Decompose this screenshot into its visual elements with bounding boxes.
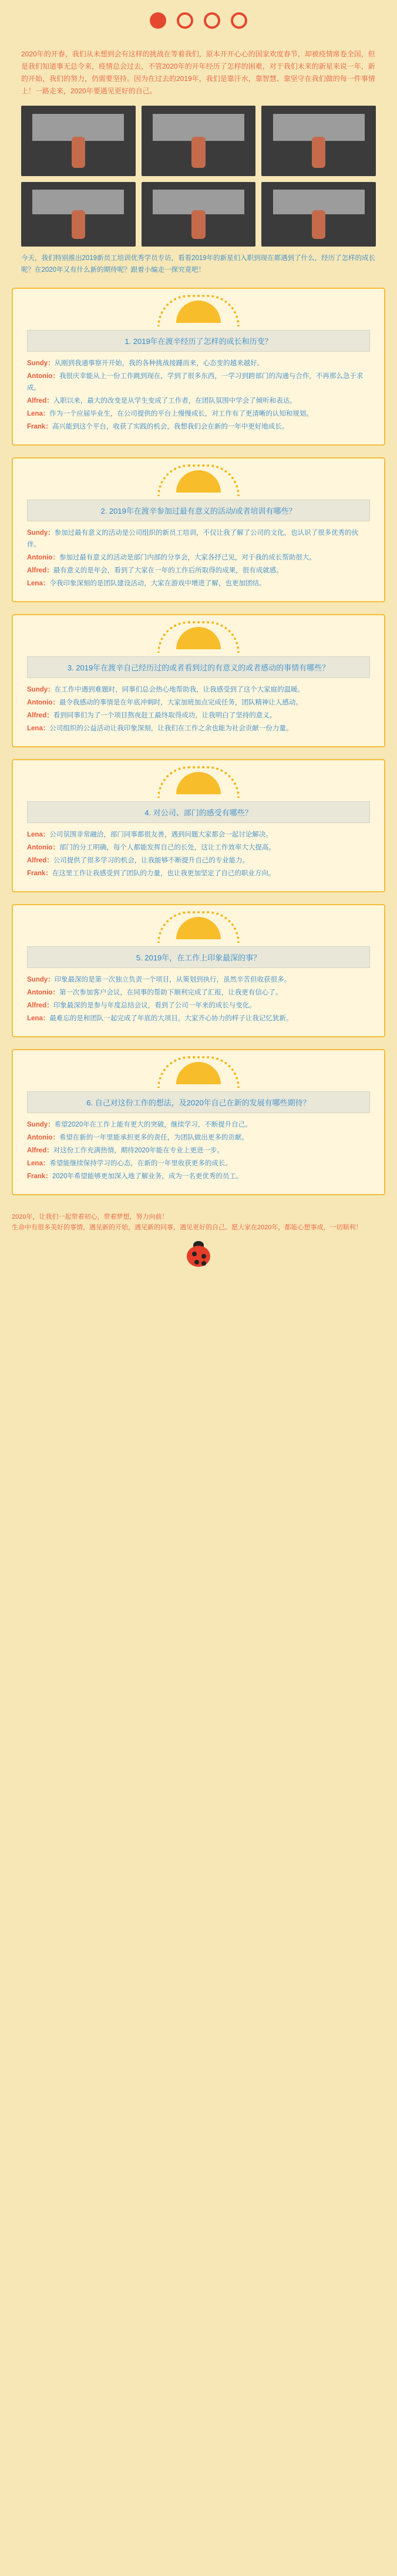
speaker-name: Alfred <box>27 1147 47 1154</box>
section-question: 5. 2019年，在工作上印象最深的事？ <box>27 946 370 968</box>
interview-answer: Antonio：希望在新的一年里能承担更多的责任，为团队做出更多的贡献。 <box>27 1134 248 1141</box>
speaker-name: Sundy <box>27 686 48 693</box>
closing-paragraph: 生命中有很多美好的事情，遇见新的开始，遇见新的同事，遇见更好的自己。愿大家在2020年，都能心想事成，一切顺利！ <box>12 1224 362 1231</box>
ladybug-spot <box>194 1260 199 1265</box>
interview-answer: Sundy：希望2020年在工作上能有更大的突破，继续学习，不断提升自己。 <box>27 1121 252 1128</box>
answer-text: 最有意义的是年会，看到了大家在一年的工作后所取得的成果，很有成就感。 <box>53 567 283 574</box>
interview-answer: Antonio：我很庆幸能从上一份工作跳到现在，学到了很多东西，一学习到跨部门的沟通与合作，不再那么急于求成。 <box>27 373 364 392</box>
interview-answer: Alfred：对这份工作充满热情，期待2020年能在专业上更进一步。 <box>27 1147 224 1154</box>
event-photo <box>261 182 376 247</box>
answer-text: 公司提供了很多学习的机会，让我能够不断提升自己的专业能力。 <box>53 857 250 864</box>
intro-highlight: 今天，我们特别推出2019新员工培训优秀学员专访，看看2019年的新星们入职到现在都遇到了什么，经历了怎样的成长呢？在2020年又有什么新的期待呢？跟着小编走一探究竟吧！ <box>21 255 376 274</box>
answer-text: 高兴能到这个平台，收获了实践的机会，我想我们会在新的一年中更好地成长。 <box>52 423 289 430</box>
ladybug-spot <box>192 1252 197 1256</box>
closing-line: 2020年，让我们一起带着初心，带着梦想，努力向前！ <box>12 1213 169 1220</box>
speaker-name: Sundy <box>27 530 48 537</box>
interview-answer: Sundy：印象最深的是第一次独立负责一个项目，从策划到执行，虽然辛苦但收获很多。 <box>27 976 291 983</box>
qa-section <box>12 904 385 1037</box>
interview-answer: Sundy：参加过最有意义的活动是公司组织的新员工培训，不仅让我了解了公司的文化，也认识了很多优秀的伙伴。 <box>27 530 359 548</box>
answer-text: 最令我感动的事情是在年底冲刺时，大家加班加点完成任务，团队精神让人感动。 <box>59 699 302 706</box>
interview-answer: Sundy：从刚到我通事察开开始，我的各种挑战接踵而来，心态变的越来越好。 <box>27 360 264 367</box>
interview-answer: Lena：希望能继续保持学习的心态，在新的一年里收获更多的成长。 <box>27 1160 232 1167</box>
speaker-name: Alfred <box>27 712 47 719</box>
speaker-name: Alfred <box>27 1002 47 1009</box>
interview-answer: Antonio：最令我感动的事情是在年底冲刺时，大家加班加点完成任务，团队精神让人感动。 <box>27 699 302 706</box>
answer-text: 公司氛围非常融洽，部门同事都很友善，遇到问题大家都会一起讨论解决。 <box>49 831 272 838</box>
interview-answer: Lena：令我印象深刻的是团队建设活动，大家在游戏中增进了解，也更加团结。 <box>27 580 266 587</box>
ladybug-icon <box>184 1240 213 1269</box>
intro-paragraph: 2020年的开春，我们从未想到会有这样的挑战在等着我们，原本开开心心的国家欢度春节，却被疫情席卷全国，但是我们知道事无总令来，疫情总会过去，不管2020年的开年经历了怎样的困难，对于我们未来的新星来说一年，新的开始，我们的努力，仍需要坚持。因为在过去的2019年，我们是靠汗水，靠智慧、靠坚守在我们做的每一件事情上！一路走来，2020年要遇见更好的自己。 <box>21 50 375 95</box>
speaker-name: Sundy <box>27 1121 48 1128</box>
ladybug-spot <box>201 1254 206 1259</box>
section-question: 3. 2019年在渡辛自己经历过的或者看到过的有意义的或者感动的事情有哪些？ <box>27 656 370 678</box>
interview-answer: Antonio：参加过最有意义的活动是部门内部的分享会，大家各抒己见，对于我的成长帮助很大。 <box>27 554 316 561</box>
qa-section <box>12 457 385 602</box>
sun-icon <box>152 1050 245 1091</box>
speaker-name: Antonio <box>27 989 53 996</box>
answer-text: 参加过最有意义的活动是部门内部的分享会，大家各抒己见，对于我的成长帮助很大。 <box>59 554 316 561</box>
answer-text: 在这里工作让我感受到了团队的力量，也让我更加坚定了自己的职业方向。 <box>52 870 275 877</box>
event-photo <box>142 106 256 176</box>
photo-gallery <box>21 106 376 247</box>
event-photo <box>142 182 256 247</box>
speaker-name: Antonio <box>27 554 53 561</box>
speaker-name: Lena <box>27 580 43 587</box>
speaker-name: Antonio <box>27 844 53 851</box>
speaker-name: Frank <box>27 1173 46 1180</box>
interview-answer: Frank：高兴能到这个平台，收获了实践的机会，我想我们会在新的一年中更好地成长。 <box>27 423 289 430</box>
section-question: 1. 2019年在渡辛经历了怎样的成长和历变？ <box>27 330 370 352</box>
ladybug-spot <box>201 1261 206 1266</box>
qa-section <box>12 288 385 446</box>
answer-text: 入职以来，最大的改变是从学生变成了工作者，在团队氛围中学会了倾听和表达。 <box>53 397 297 404</box>
speaker-name: Antonio <box>27 373 53 380</box>
speaker-name: Alfred <box>27 397 47 404</box>
interview-answer: Lena：公司氛围非常融洽，部门同事都很友善，遇到问题大家都会一起讨论解决。 <box>27 831 272 838</box>
speaker-name: Lena <box>27 725 43 732</box>
interview-answer: Lena：最难忘的是和团队一起完成了年底的大项目，大家齐心协力的样子让我记忆犹新。 <box>27 1015 293 1022</box>
ring-dot-icon <box>177 12 193 29</box>
speaker-name: Lena <box>27 1160 43 1167</box>
speaker-name: Sundy <box>27 360 48 367</box>
sun-icon <box>152 289 245 330</box>
interview-answer: Frank：在这里工作让我感受到了团队的力量，也让我更加坚定了自己的职业方向。 <box>27 870 275 877</box>
interview-answer: Alfred：看到同事们为了一个项目熬夜赶工最终取得成功，让我明白了坚持的意义。 <box>27 712 277 719</box>
answer-text: 第一次参加客户会议，在同事的帮助下顺利完成了汇报，让我更有信心了。 <box>59 989 282 996</box>
answer-text: 对这份工作充满热情，期待2020年能在专业上更进一步。 <box>53 1147 224 1154</box>
speaker-name: Alfred <box>27 567 47 574</box>
interview-answer: Lena：作为一个应届毕业生，在公司提供的平台上慢慢成长，对工作有了更清晰的认知和规划。 <box>27 410 313 417</box>
answer-text: 最难忘的是和团队一起完成了年底的大项目，大家齐心协力的样子让我记忆犹新。 <box>49 1015 293 1022</box>
answer-text: 令我印象深刻的是团队建设活动，大家在游戏中增进了解，也更加团结。 <box>49 580 266 587</box>
answer-text: 我很庆幸能从上一份工作跳到现在，学到了很多东西，一学习到跨部门的沟通与合作，不再那么急于求成。 <box>27 373 364 392</box>
interview-answer: Antonio：部门的分工明确，每个人都能发挥自己的长处，这让工作效率大大提高。 <box>27 844 275 851</box>
sun-icon <box>152 458 245 500</box>
footer-text <box>12 1212 385 1233</box>
intro-text <box>21 48 376 97</box>
section-question: 2. 2019年在渡辛参加过最有意义的活动/或者培训有哪些？ <box>27 500 370 521</box>
answer-text: 部门的分工明确，每个人都能发挥自己的长处，这让工作效率大大提高。 <box>59 844 275 851</box>
answer-text: 看到同事们为了一个项目熬夜赶工最终取得成功，让我明白了坚持的意义。 <box>53 712 277 719</box>
answer-text: 印象最深的是参与年度总结会议，看到了公司一年来的成长与变化。 <box>53 1002 256 1009</box>
event-photo <box>21 106 136 176</box>
speaker-name: Frank <box>27 423 46 430</box>
answer-text: 从刚到我通事察开开始，我的各种挑战接踵而来，心态变的越来越好。 <box>54 360 264 367</box>
speaker-name: Sundy <box>27 976 48 983</box>
answer-text: 在工作中遇到难题时，同事们总会热心地帮助我，让我感受到了这个大家庭的温暖。 <box>54 686 305 693</box>
answer-text: 作为一个应届毕业生，在公司提供的平台上慢慢成长，对工作有了更清晰的认知和规划。 <box>49 410 313 417</box>
speaker-name: Antonio <box>27 1134 53 1141</box>
speaker-name: Lena <box>27 1015 43 1022</box>
sun-icon <box>152 905 245 946</box>
interview-answer: Lena：公司组织的公益活动让我印象深刻，让我们在工作之余也能为社会贡献一份力量。 <box>27 725 293 732</box>
answer-text: 希望能继续保持学习的心态，在新的一年里收获更多的成长。 <box>49 1160 232 1167</box>
ring-dot-icon <box>204 12 220 29</box>
answer-text: 印象最深的是第一次独立负责一个项目，从策划到执行，虽然辛苦但收获很多。 <box>54 976 291 983</box>
interview-answer: Alfred：印象最深的是参与年度总结会议，看到了公司一年来的成长与变化。 <box>27 1002 256 1009</box>
interview-answer: Antonio：第一次参加客户会议，在同事的帮助下顺利完成了汇报，让我更有信心了。 <box>27 989 282 996</box>
section-question: 4. 对公司、部门的感受有哪些？ <box>27 801 370 823</box>
event-photo <box>261 106 376 176</box>
answer-text: 希望在新的一年里能承担更多的责任，为团队做出更多的贡献。 <box>59 1134 248 1141</box>
qa-section <box>12 1049 385 1195</box>
qa-section <box>12 614 385 747</box>
speaker-name: Antonio <box>27 699 53 706</box>
qa-sections <box>0 288 397 1195</box>
qa-section <box>12 759 385 892</box>
ring-dot-icon <box>231 12 247 29</box>
interview-answer: Frank：2020年希望能够更加深入地了解业务，成为一名更优秀的员工。 <box>27 1173 243 1180</box>
speaker-name: Lena <box>27 831 43 838</box>
interview-answer: Sundy：在工作中遇到难题时，同事们总会热心地帮助我，让我感受到了这个大家庭的温暖。 <box>27 686 305 693</box>
answer-text: 2020年希望能够更加深入地了解业务，成为一名更优秀的员工。 <box>52 1173 243 1180</box>
interview-answer: Alfred：公司提供了很多学习的机会，让我能够不断提升自己的专业能力。 <box>27 857 250 864</box>
speaker-name: Alfred <box>27 857 47 864</box>
event-photo <box>21 182 136 247</box>
header-decoration <box>0 0 397 41</box>
answer-text: 参加过最有意义的活动是公司组织的新员工培训，不仅让我了解了公司的文化，也认识了很多优秀的伙伴。 <box>27 530 359 548</box>
speaker-name: Lena <box>27 410 43 417</box>
interview-answer: Alfred：入职以来，最大的改变是从学生变成了工作者，在团队氛围中学会了倾听和表达。 <box>27 397 297 404</box>
filled-dot-icon <box>150 12 166 29</box>
sun-icon <box>152 760 245 801</box>
answer-text: 希望2020年在工作上能有更大的突破，继续学习，不断提升自己。 <box>54 1121 252 1128</box>
answer-text: 公司组织的公益活动让我印象深刻，让我们在工作之余也能为社会贡献一份力量。 <box>49 725 293 732</box>
section-question: 6. 自己对这份工作的想法，及2020年自己在新的发展有哪些期待？ <box>27 1091 370 1113</box>
sun-icon <box>152 615 245 656</box>
interview-answer: Alfred：最有意义的是年会，看到了大家在一年的工作后所取得的成果，很有成就感。 <box>27 567 283 574</box>
speaker-name: Frank <box>27 870 46 877</box>
